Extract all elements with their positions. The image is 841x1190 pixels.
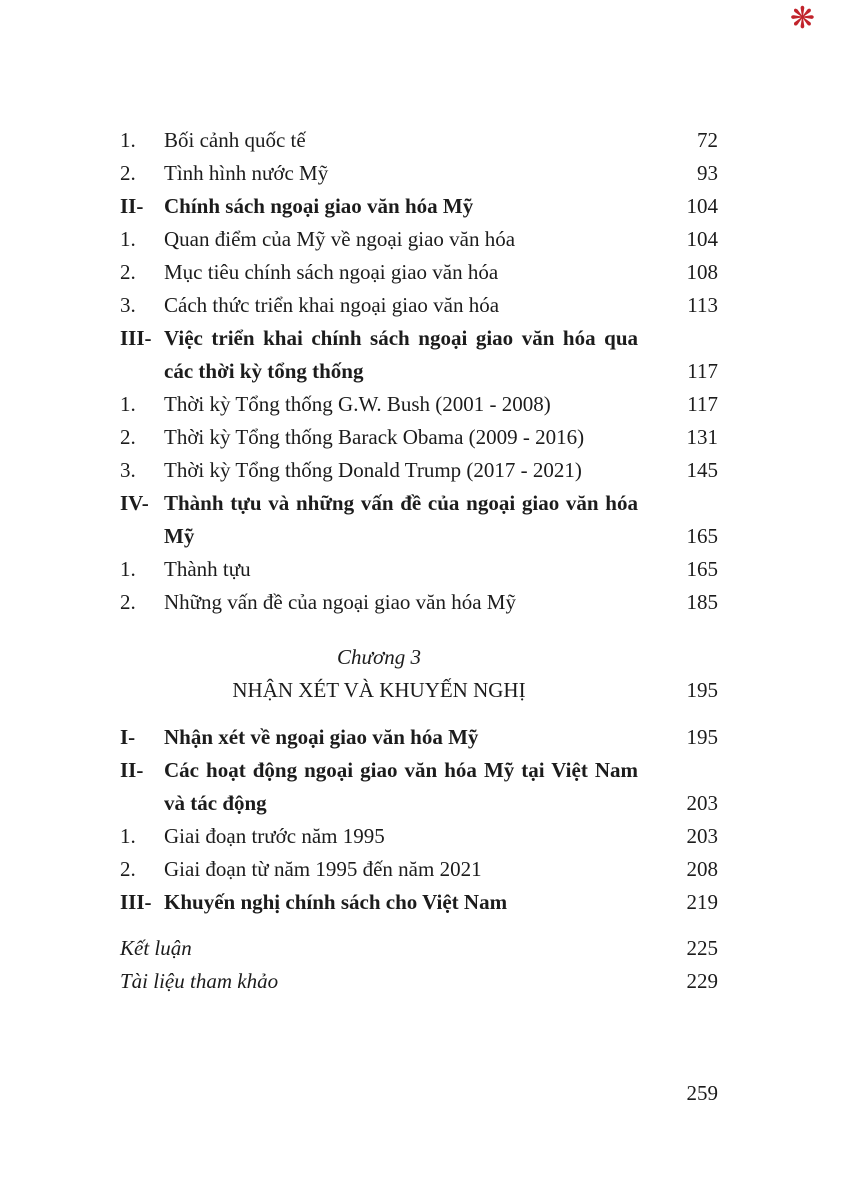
toc-entry [120, 853, 718, 886]
toc-entry-page: 145 [686, 458, 718, 482]
toc-entry-text: Nhận xét về ngoại giao văn hóa Mỹ [164, 725, 479, 749]
toc-entry-marker: 2. [120, 425, 136, 449]
chapter-title [120, 674, 718, 707]
toc-entry-page: 72 [697, 128, 718, 152]
toc-entry-marker: 2. [120, 857, 136, 881]
toc-entry-text: Thành tựu [164, 557, 251, 581]
toc-entry [120, 223, 718, 256]
chapter-title-text: NHẬN XÉT VÀ KHUYẾN NGHỊ [232, 678, 526, 702]
toc-entry-text: Thời kỳ Tổng thống G.W. Bush (2001 - 2008) [164, 392, 551, 416]
toc-entry-page: 203 [686, 824, 718, 848]
toc-entry-text: Quan điểm của Mỹ về ngoại giao văn hóa [164, 227, 516, 251]
toc-entry [120, 454, 718, 487]
toc-entry [120, 289, 718, 322]
toc-entry-page: 225 [686, 936, 718, 960]
chapter-label: Chương 3 [337, 645, 421, 669]
toc-entry-marker: III- [120, 326, 152, 350]
toc-entry-marker: III- [120, 890, 152, 914]
toc-entry [120, 256, 718, 289]
toc-entry-marker: II- [120, 758, 144, 782]
toc-entry-text: Tình hình nước Mỹ [164, 161, 329, 185]
toc [120, 124, 718, 998]
toc-entry-marker: 1. [120, 392, 136, 416]
toc-entry-marker: IV- [120, 491, 149, 515]
toc-entry-page: 104 [686, 227, 718, 251]
toc-entry-text: Giai đoạn trước năm 1995 [164, 824, 385, 848]
toc-entry-page: 165 [686, 557, 718, 581]
toc-entry [120, 586, 718, 619]
toc-entry [120, 754, 718, 820]
toc-entry-page: 93 [697, 161, 718, 185]
toc-entry-text: Bối cảnh quốc tế [164, 128, 306, 152]
toc-entry-text: Chính sách ngoại giao văn hóa Mỹ [164, 194, 474, 218]
toc-entry [120, 553, 718, 586]
toc-entry [120, 820, 718, 853]
toc-entry-marker: 1. [120, 128, 136, 152]
toc-entry [120, 886, 718, 919]
toc-entry-page: 203 [686, 791, 718, 815]
toc-entry-text: Kết luận [120, 936, 192, 960]
toc-entry-text: Cách thức triển khai ngoại giao văn hóa [164, 293, 500, 317]
toc-entry-text: Tài liệu tham khảo [120, 969, 279, 993]
toc-section [120, 932, 718, 998]
toc-entry-text: Khuyến nghị chính sách cho Việt Nam [164, 890, 508, 914]
toc-entry [120, 322, 718, 388]
toc-entry-marker: 1. [120, 824, 136, 848]
toc-entry-text: Các hoạt động ngoại giao văn hóa Mỹ tại Việt Nam và tác động [164, 758, 638, 815]
toc-entry-marker: 2. [120, 161, 136, 185]
flower-icon: ❋ [789, 2, 815, 35]
toc-entry-marker: 1. [120, 557, 136, 581]
toc-entry [120, 932, 718, 965]
chapter-title-page: 195 [686, 678, 718, 702]
toc-entry [120, 124, 718, 157]
toc-entry [120, 421, 718, 454]
page-number: 259 [686, 1081, 718, 1105]
toc-section [120, 124, 718, 619]
toc-section [120, 641, 718, 919]
toc-entry [120, 388, 718, 421]
toc-entry-text: Thời kỳ Tổng thống Donald Trump (2017 - 2021) [164, 458, 582, 482]
toc-entry-page: 113 [687, 293, 718, 317]
toc-entry-marker: 3. [120, 458, 136, 482]
toc-entry-page: 117 [687, 359, 718, 383]
toc-entry-text: Thành tựu và những vấn đề của ngoại giao văn hóa Mỹ [164, 491, 638, 548]
toc-entry [120, 190, 718, 223]
toc-entry-page: 104 [686, 194, 718, 218]
toc-entry-page: 229 [686, 969, 718, 993]
toc-entry-page: 165 [686, 524, 718, 548]
toc-entry-text: Giai đoạn từ năm 1995 đến năm 2021 [164, 857, 482, 881]
toc-entry [120, 965, 718, 998]
toc-entry-text: Việc triển khai chính sách ngoại giao văn hóa qua các thời kỳ tổng thống [164, 326, 638, 383]
toc-entry-page: 108 [686, 260, 718, 284]
toc-entry-page: 208 [686, 857, 718, 881]
toc-entry-page: 195 [686, 725, 718, 749]
toc-entry-text: Những vấn đề của ngoại giao văn hóa Mỹ [164, 590, 516, 614]
toc-entry-page: 131 [686, 425, 718, 449]
toc-entry-text: Mục tiêu chính sách ngoại giao văn hóa [164, 260, 499, 284]
toc-entry-marker: 2. [120, 260, 136, 284]
toc-entry-marker: II- [120, 194, 144, 218]
toc-entry-marker: 1. [120, 227, 136, 251]
toc-entry-page: 219 [686, 890, 718, 914]
toc-entry-marker: I- [120, 725, 136, 749]
toc-entry-text: Thời kỳ Tổng thống Barack Obama (2009 - 2016) [164, 425, 585, 449]
toc-entry-marker: 2. [120, 590, 136, 614]
toc-entry [120, 157, 718, 190]
toc-entry-marker: 3. [120, 293, 136, 317]
toc-entry-page: 185 [686, 590, 718, 614]
toc-entry-page: 117 [687, 392, 718, 416]
toc-entry [120, 487, 718, 553]
toc-entry [120, 721, 718, 754]
